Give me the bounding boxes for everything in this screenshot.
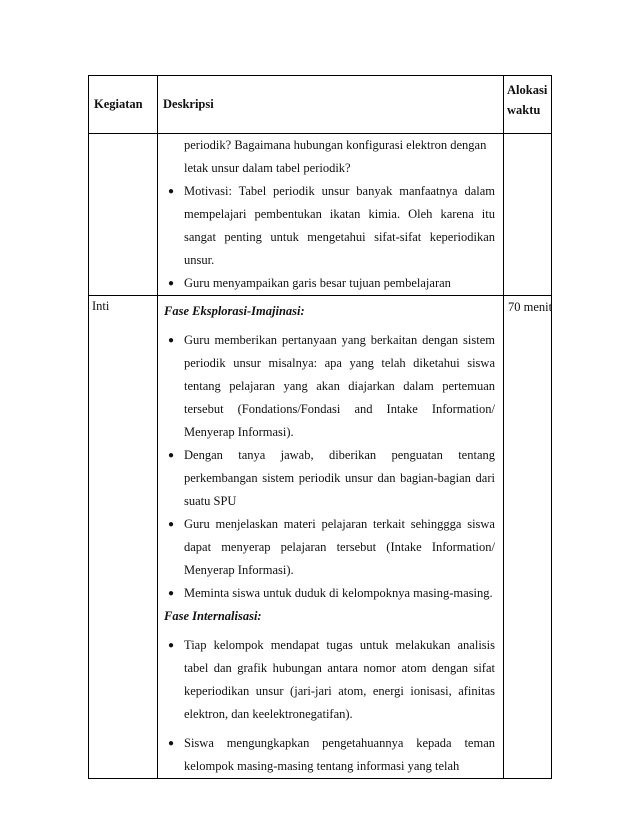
list-item-text: Guru menjelaskan materi pelajaran terkait sehinggga siswa dapat menyerap pelajaran tersebut (Intake Information/ Menyerap Informasi). [184,517,495,577]
header-deskripsi: Deskripsi [158,76,504,134]
inti-waktu-cell [504,296,552,779]
header-alokasi-line2: waktu [507,103,541,117]
list-item-text: Guru memberikan pertanyaan yang berkaitan dengan sistem periodik unsur misalnya: apa yang telah diketahui siswa tentang pelajaran yang akan diajarkan dalam pertemuan tersebut (Fondations/Fondasi and Intake Information/ Menyerap Informasi). [184,333,495,439]
inti-kegiatan-cell [89,296,158,779]
list-item [164,732,495,778]
continuation-waktu-cell [504,134,552,296]
bullet-icon: ● [168,335,175,346]
list-item-text: Dengan tanya jawab, diberikan penguatan tentang perkembangan sistem periodik unsur dan bagian-bagian dari suatu SPU [184,448,495,508]
continuation-deskripsi-cell [158,134,504,296]
alokasi-waktu-value: 70 menit [508,300,553,314]
list-item-text: Tiap kelompok mendapat tugas untuk melakukan analisis tabel dan grafik hubungan antara nomor atom dengan sifat keperiodikan unsur (jari-jari atom, energi ionisasi, afinitas elektron, dan keelektronegatifan). [184,638,495,721]
list-item-text: Meminta siswa untuk duduk di kelompoknya masing-masing. [184,586,493,600]
header-kegiatan: Kegiatan [89,76,158,134]
continued-text-line: periodik? Bagaimana hubungan konfigurasi elektron dengan [184,138,487,152]
continued-text-line: letak unsur dalam tabel periodik? [184,161,351,175]
continuation-row [89,134,552,296]
bullet-icon: ● [168,640,175,651]
lesson-plan-table [88,75,552,779]
bullet-icon: ● [168,450,175,461]
bullet-icon: ● [168,278,175,289]
phase-title: Fase Internalisasi: [164,609,262,623]
inti-deskripsi-cell [158,296,504,779]
continuation-kegiatan-cell [89,134,158,296]
list-item [164,634,495,726]
list-item [164,513,495,582]
bullet-icon: ● [168,588,175,599]
bullet-icon: ● [168,186,175,197]
list-item [164,180,495,272]
list-item-text: Motivasi: Tabel periodik unsur banyak manfaatnya dalam mempelajari pembentukan ikatan kimia. Oleh karena itu sangat penting untuk mengetahui sifat-sifat keperiodikan unsur. [184,184,495,267]
list-item [164,582,495,605]
kegiatan-label: Inti [92,299,110,313]
list-item [164,329,495,444]
inti-row [89,296,552,779]
header-row [89,76,552,134]
bullet-icon: ● [168,519,175,530]
bullet-icon: ● [168,738,175,749]
header-alokasi-waktu [504,76,552,134]
list-item-text: Siswa mengungkapkan pengetahuannya kepada teman kelompok masing-masing tentang informasi yang telah [184,736,495,773]
list-item [164,444,495,513]
list-item-text: Guru menyampaikan garis besar tujuan pembelajaran [184,276,451,290]
phase-title: Fase Eksplorasi-Imajinasi: [164,304,305,318]
list-item [164,272,495,295]
header-alokasi-line1: Alokasi [507,83,548,97]
